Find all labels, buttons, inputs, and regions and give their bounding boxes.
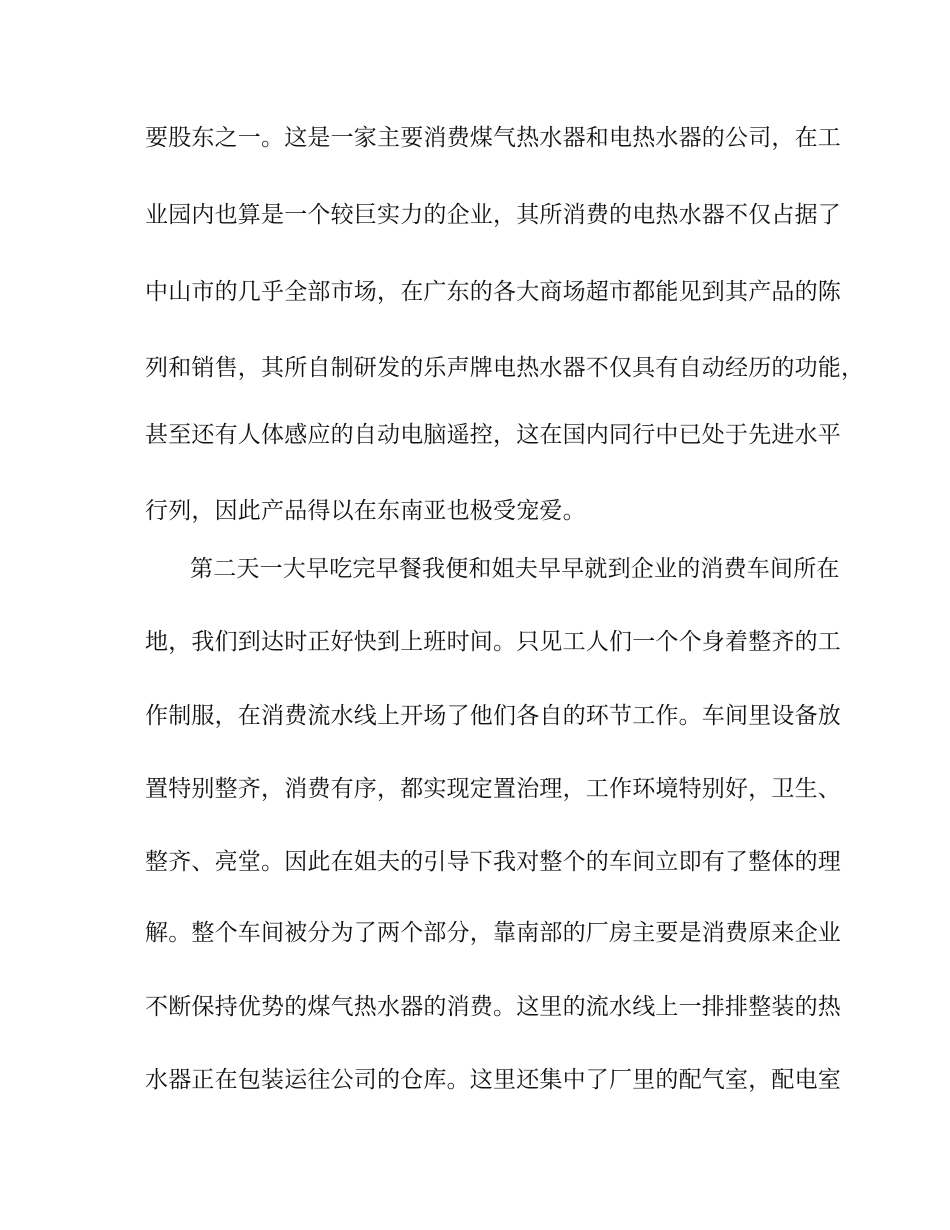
text-line: 要股东之一。这是一家主要消费煤气热水器和电热水器的公司，在工: [145, 125, 841, 151]
text-line: 整齐、亮堂。因此在姐夫的引导下我对整个的车间立即有了整体的理: [145, 849, 841, 875]
text-line: 解。整个车间被分为了两个部分，靠南部的厂房主要是消费原来企业: [145, 920, 841, 946]
text-line: 地，我们到达时正好快到上班时间。只见工人们一个个身着整齐的工: [145, 629, 841, 655]
text-line: 水器正在包装运往公司的仓库。这里还集中了厂里的配气室，配电室: [145, 1067, 841, 1093]
text-line: 置特别整齐，消费有序，都实现定置治理，工作环境特别好，卫生、: [145, 776, 841, 802]
text-line: 中山市的几乎全部市场，在广东的各大商场超市都能见到其产品的陈: [145, 279, 841, 305]
text-line: 行列，因此产品得以在东南亚也极受宠爱。: [145, 498, 586, 524]
text-line: 业园内也算是一个较巨实力的企业，其所消费的电热水器不仅占据了: [145, 202, 841, 228]
text-line: 列和销售，其所自制研发的乐声牌电热水器不仅具有自动经历的功能，: [145, 355, 865, 381]
text-line: 不断保持优势的煤气热水器的消费。这里的流水线上一排排整装的热: [145, 994, 841, 1020]
paragraph-first-line: 第二天一大早吃完早餐我便和姐夫早早就到企业的消费车间所在: [190, 556, 840, 582]
text-line: 作制服，在消费流水线上开场了他们各自的环节工作。车间里设备放: [145, 703, 841, 729]
text-line: 甚至还有人体感应的自动电脑遥控，这在国内同行中已处于先进水平: [145, 422, 841, 448]
